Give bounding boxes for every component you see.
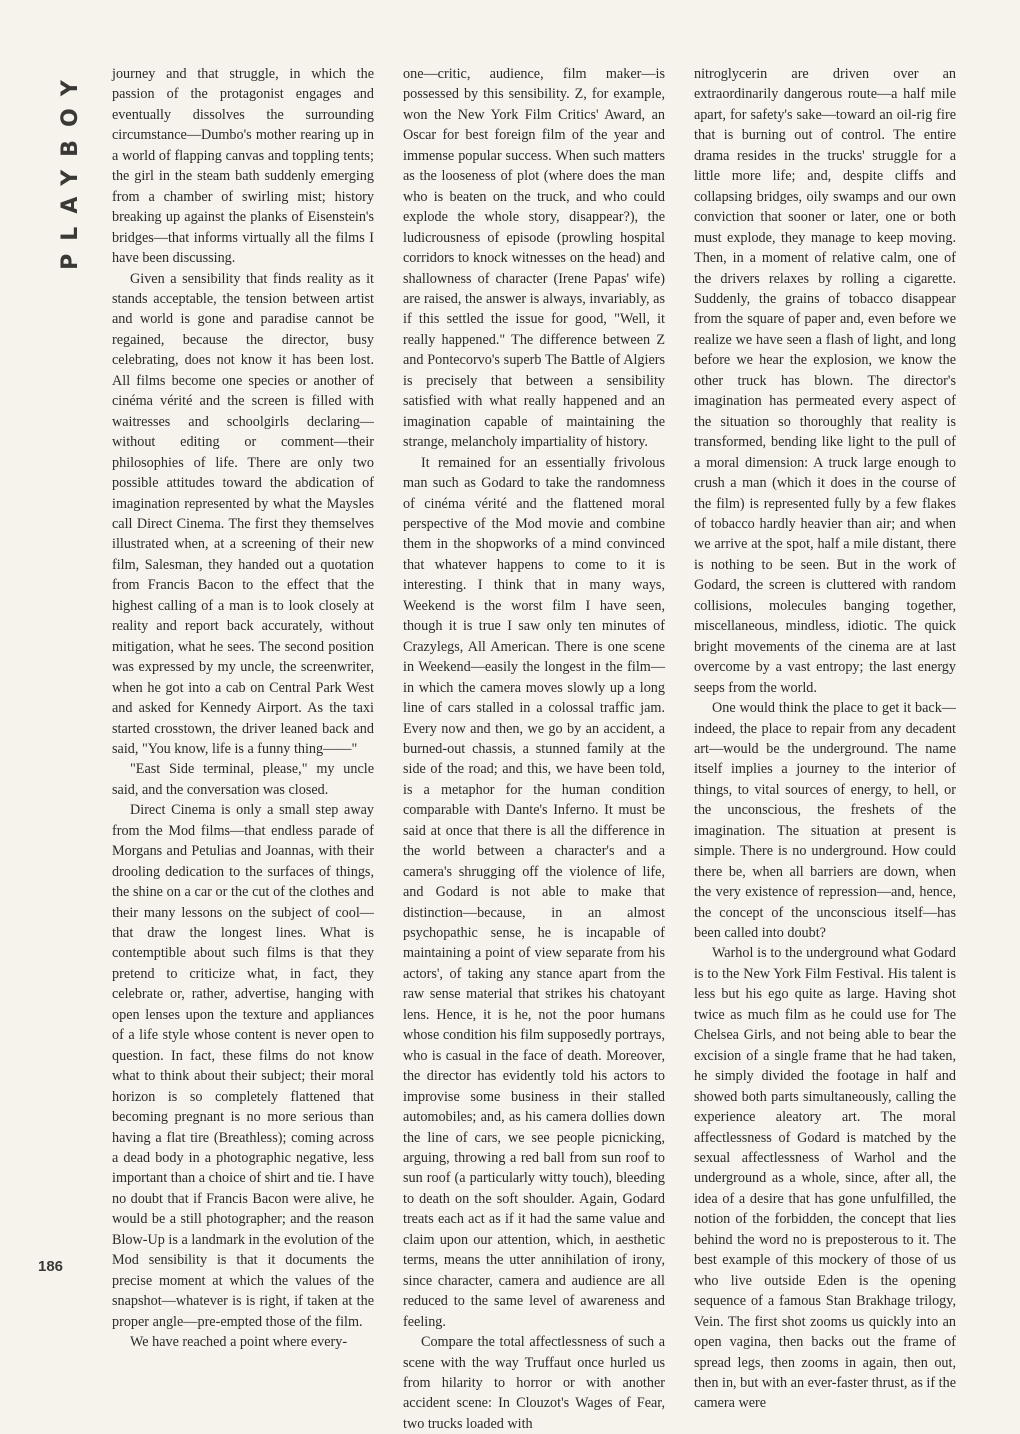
column-2 [403, 64, 665, 1432]
paragraph: nitroglycerin are driven over an extraordinarily dangerous route—a half mile apart, for safety's sake—toward an oil-rig fire that is burning out of control. The entire drama resides in the trucks' struggle for a little more life; and, despite cliffs and collapsing bridges, oily swamps and our own conviction that sooner or later, one or both must explode, they manage to keep moving. Then, in a moment of relative calm, one of the drivers relaxes by rolling a cigarette. Suddenly, the grains of tobacco disappear from the square of paper and, even before we realize we have seen a flash of light, and long before we hear the explosion, we know the other truck has blown. The director's imagination has permeated every aspect of the situation so thoroughly that reality is transformed, bending like light to the pull of a moral dimension: A truck large enough to crush a man (which it does in the course of the film) is represented fully by a few flakes of tobacco hardly heavier than air; and when we arrive at the spot, half a mile distant, there is nothing to be seen. But in the work of Godard, the screen is cluttered with random collisions, molecules banging together, miscellaneous, mindless, idiotic. The quick bright movements of the cinema are at last overcome by a vast entropy; the last energy seeps from the world. [694, 66, 956, 696]
column-1 [112, 64, 374, 1351]
paragraph: Warhol is to the underground what Godard is to the New York Film Festival. His talent is less but his ego quite as large. Having shot twice as much film as he could use for The Chelsea Girls, and not being able to bear the excision of a single frame that he had taken, he simply divided the footage in half and showed both parts simultaneously, calling the experience aleatory art. The moral affectlessness of Godard is matched by the sexual affectlessness of Warhol and the underground as a whole, since, after all, the idea of a desire that has gone unfulfilled, the notion of the forbidden, the concept that lies behind the word no is preposterous to it. The best example of this mockery of those of us who live outside Eden is the opening sequence of a famous Stan Brakhage trilogy, Vein. The first shot zooms us quickly into an open vagina, then backs out the frame of spread legs, then zooms in again, then out, then in, but with an ever-faster thrust, as if the camera were [694, 945, 956, 1412]
article-body [112, 64, 956, 1432]
paragraph: Direct Cinema is only a small step away from the Mod films—that endless parade of Morgans and Petulias and Joannas, with their drooling dedication to the surfaces of things, the shine on a car or the cut of the clothes and their many lessons on the subject of cool—that draw the longest lines. What is contemptible about such films is that they pretend to criticize what, in fact, they celebrate or, rather, advertise, hanging with open lenses upon the texture and appliances of a life style whose content is never open to question. In fact, these films do not know what to think about their subject; their moral horizon is so completely flattened that becoming pregnant is no more serious than having a flat tire (Breathless); coming across a dead body in a photographic negative, less important than a choice of shirt and tie. I have no doubt that if Francis Bacon were alive, he would be a still photographer; and the reason Blow-Up is a landmark in the evolution of the Mod sensibility is that it documents the precise moment at which the values of the snapshot—whatever is is right, if taken at the proper angle—pre-empted those of the film. [112, 802, 374, 1330]
paragraph: One would think the place to get it back—indeed, the place to repair from any decadent art—would be the underground. The name itself implies a journey to the interior of things, to vital sources of energy, to hell, or the unconscious, the freshets of the imagination. The situation at present is simple. There is no underground. How could there be, when all barriers are down, when the very existence of repression—and, hence, the concept of the unconscious itself—has been called into doubt? [694, 700, 956, 942]
paragraph: It remained for an essentially frivolous man such as Godard to take the randomness of cinéma vérité and the flattened moral perspective of the Mod movie and combine them in the shopworks of a mind convinced that whatever happens to come to it is interesting. I think that in many ways, Weekend is the worst film I have seen, though it is true I saw only ten minutes of Crazylegs, All American. There is one scene in Weekend—easily the longest in the film—in which the camera moves slowly up a long line of cars stalled in a colossal traffic jam. Every now and then, we go by an accident, a burned-out chassis, a stunned family at the side of the road; and this, we have been told, is a metaphor for the human condition comparable with Dante's Inferno. It must be said at once that there is all the difference in the world between a character's and a camera's shrugging off the violence of life, and Godard is not able to make that distinction—because, in an almost psychopathic sense, he is incapable of maintaining a point of view separate from his actors', of taking any stance apart from the raw sense material that strikes his chatoyant lens. Hence, it is he, not the poor humans whose condition his film supposedly portrays, who is casual in the face of death. Moreover, the director has evidently told his actors to improvise some business in their stalled automobiles; and, as his camera dollies down the line of cars, we see people picnicking, arguing, throwing a red ball from sun roof to sun roof (a particularly witty touch), bleeding to death on the soft shoulder. Again, Godard treats each act as if it had the same value and claim upon our attention, which, in aesthetic terms, means the utter annihilation of irony, since character, camera and audience are all reduced to the same level of awareness and feeling. [403, 454, 665, 1330]
masthead [50, 58, 90, 278]
masthead-logo: PLAYBOY [57, 66, 83, 270]
paragraph: Given a sensibility that finds reality as it stands acceptable, the tension between artist and world is gone and paradise cannot be regained, because the director, busy celebrating, does not know it has been lost. All films become one species or another of cinéma vérité and the screen is filled with waitresses and schoolgirls declaring—without editing or comment—their philosophies of life. There are only two possible attitudes toward the abdication of imagination represented by what the Maysles call Direct Cinema. The first they themselves illustrated when, at a screening of their new film, Salesman, they handed out a quotation from Francis Bacon to the effect that the highest calling of a man is to look closely at reality and report back accurately, without mitigation, what he sees. The second position was expressed by my uncle, the screenwriter, when he got into a cab on Central Park West and asked for Kennedy Airport. As the taxi started crosstown, the driver leaned back and said, "You know, life is a funny thing——" [112, 270, 374, 757]
paragraph: "East Side terminal, please," my uncle said, and the conversation was closed. [112, 761, 374, 798]
paragraph: We have reached a point where every- [130, 1334, 348, 1351]
paragraph: Compare the total affectlessness of such a scene with the way Truffaut once hurled us from hilarity to horror or with another accident scene: In Clouzot's Wages of Fear, two trucks loaded with [403, 1334, 665, 1432]
paragraph: journey and that struggle, in which the passion of the protagonist engages and eventually dissolves the surrounding circumstance—Dumbo's mother rearing up in a world of flapping canvas and toppling tents; the girl in the steam bath suddenly emerging from a chamber of swirling mist; history breaking up against the planks of Eisenstein's bridges—that informs virtually all the films I have been discussing. [112, 66, 374, 267]
paragraph: one—critic, audience, film maker—is possessed by this sensibility. Z, for example, won the New York Film Critics' Award, an Oscar for best foreign film of the year and immense popular success. When such matters as the looseness of plot (where does the man who is beaten on the truck, and who could explode the whole story, disappear?), the ludicrousness of episode (prowling hospital corridors to knock witnesses on the head) and shallowness of character (Irene Papas' wife) are raised, the answer is always, invariably, as if this settled the issue for good, "Well, it really happened." The difference between Z and Pontecorvo's superb The Battle of Algiers is precisely that between a sensibility satisfied with what really happened and an imagination capable of maintaining the strange, melancholy impartiality of history. [403, 66, 665, 451]
page-number: 186 [38, 1258, 64, 1275]
column-3 [694, 64, 956, 1412]
